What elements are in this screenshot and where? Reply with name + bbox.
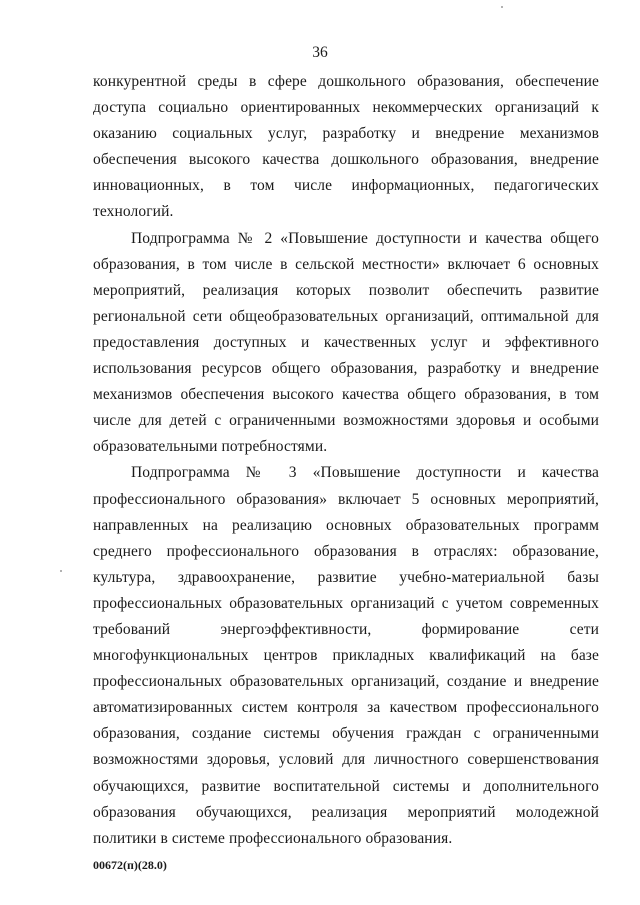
- paragraph-continuation: конкурентной среды в сфере дошкольного образования, обеспечение доступа социально ориентированных некоммерческих организаций к оказанию социальных услуг, разработку и внедрение механизмов обеспечения высокого качества дошкольного образования, внедрение инновационных, в том числе информационных, педагогических технологий.: [93, 73, 599, 221]
- paragraph-subprogram-2: Подпрограмма № 2 «Повышение доступности и качества общего образования, в том числе в сельской местности» включает 6 основных мероприятий, реализация которых позволит обеспечить развитие региональной сети общеобразовательных организаций, оптимальной для предоставления доступных и качественных услуг и эффективного использования ресурсов общего образования, разработку и внедрение механизмов обеспечения высокого качества общего образования, в том числе для детей с ограниченными возможностями здоровья и особыми образовательными потребностями.: [93, 229, 599, 456]
- document-code-footer: 00672(п)(28.0): [93, 858, 167, 872]
- scan-speck: [501, 6, 503, 8]
- scan-speck: [60, 570, 62, 572]
- document-body: [93, 69, 599, 852]
- paragraph-subprogram-3: Подпрограмма № 3 «Повышение доступности и качества профессионального образования» включает 5 основных мероприятий, направленных на реализацию основных образовательных программ среднего профессионального образования в отраслях: образование, культура, здравоохранение, развитие учебно-материальной базы профессиональных образовательных организаций с учетом современных требований энергоэффективности, формирование сети многофункциональных центров прикладных квалификаций на базе профессиональных образовательных организаций, создание и внедрение автоматизированных систем контроля за качеством профессионального образования, создание системы обучения граждан с ограниченными возможностями здоровья, условий для личностного совершенствования обучающихся, развитие воспитательной системы и дополнительного образования обучающихся, реализация мероприятий молодежной политики в системе профессионального образования.: [93, 464, 599, 847]
- page-number: 36: [312, 44, 328, 61]
